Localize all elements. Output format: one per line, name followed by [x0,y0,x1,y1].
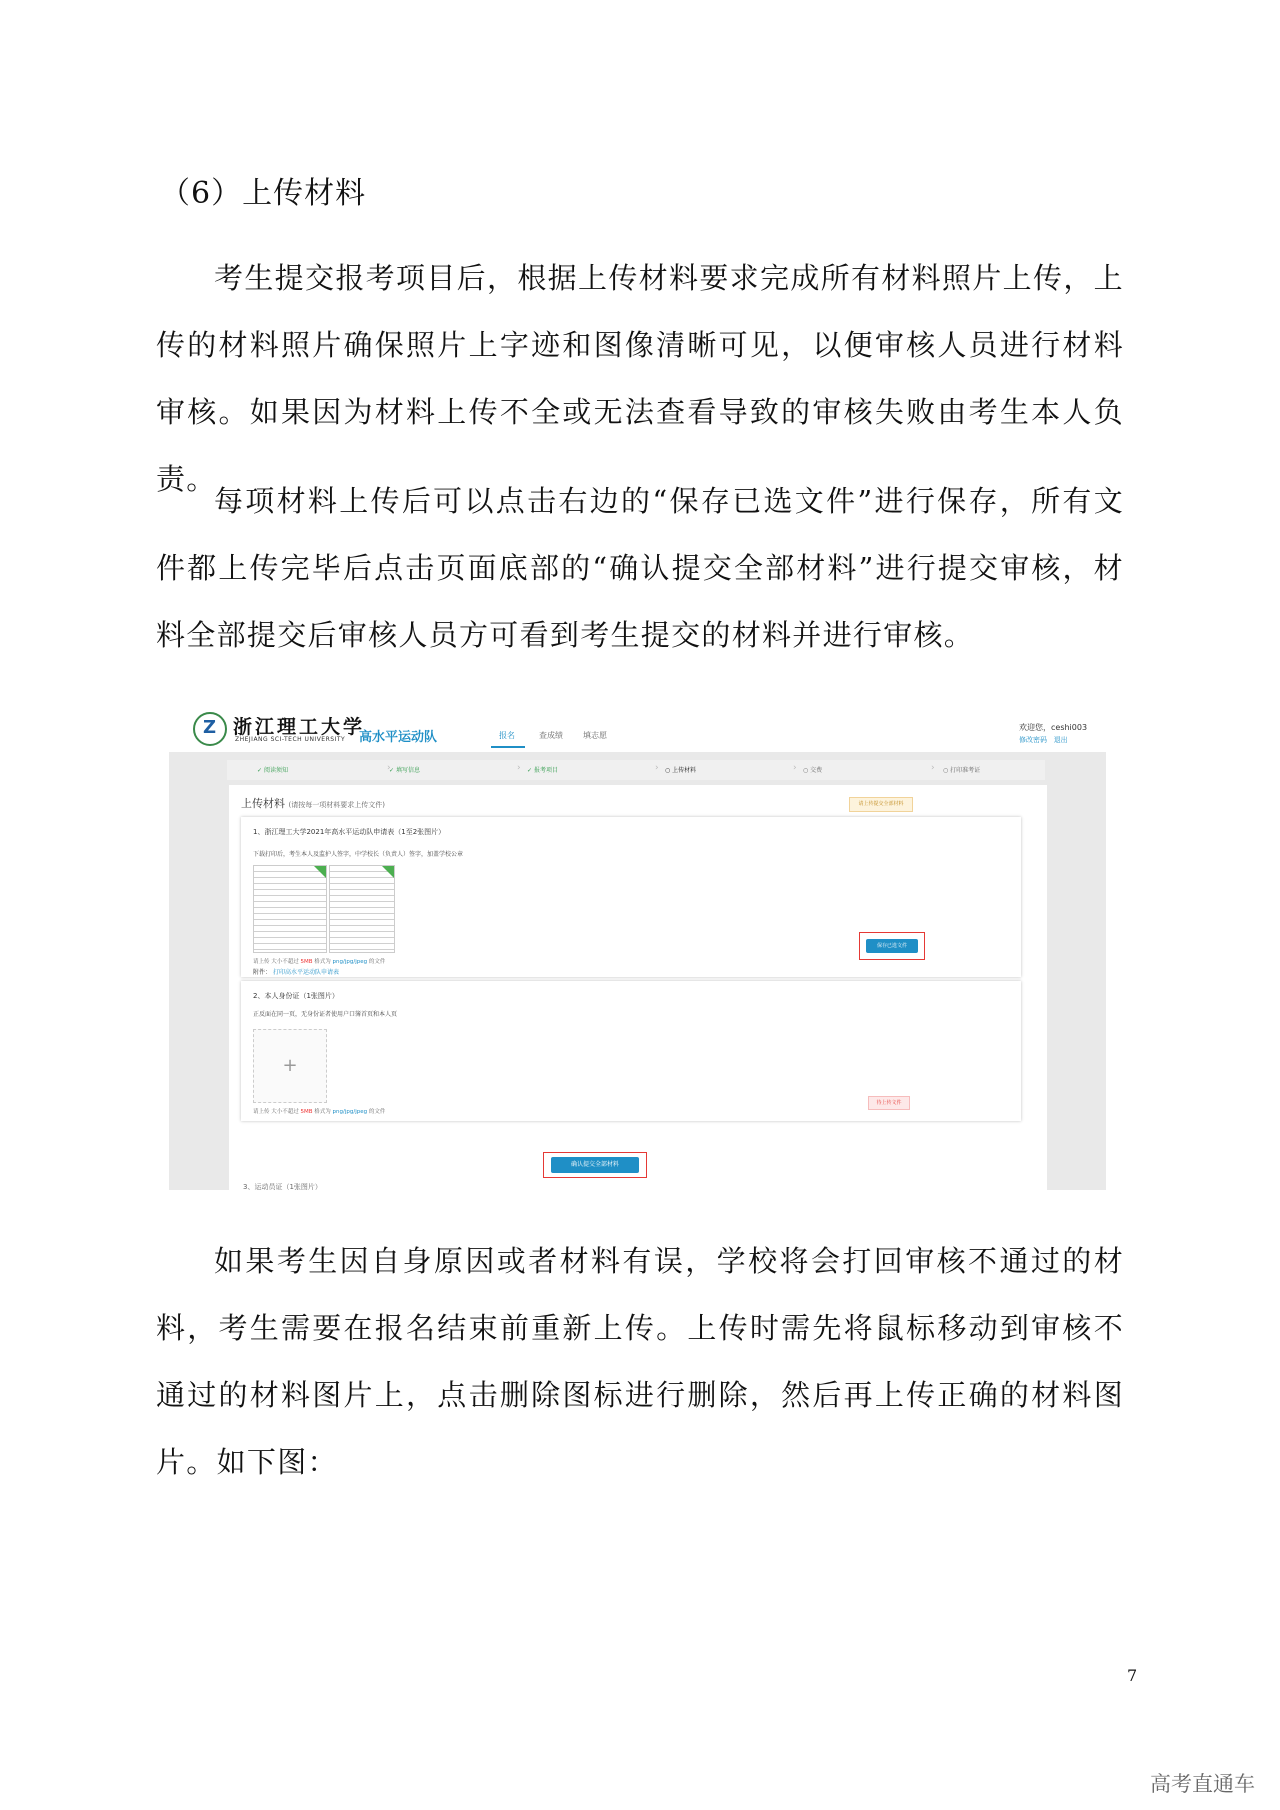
paragraph-save-and-submit: 每项材料上传后可以点击右边的“保存已选文件”进行保存，所有文件都上传完毕后点击页面底部的“确认提交全部材料”进行提交审核，材料全部提交后审核人员方可看到考生提交的材料并进行审核。 [156,484,1124,652]
confirm-submit-all-button[interactable]: 确认提交全部材料 [551,1157,639,1173]
university-name-en: ZHEJIANG SCI-TECH UNIVERSITY [235,736,346,743]
page-body [169,752,1106,1190]
nav-active-indicator [491,746,525,748]
site-header [169,700,1106,752]
step-upload-materials: ○ 上传材料 [665,767,697,774]
nav-preferences[interactable]: 填志愿 [583,731,607,740]
change-password-link[interactable]: 修改密码 [1019,736,1047,744]
attachment-link[interactable]: 打印高水平运动队申请表 [272,969,339,976]
nav-scores[interactable]: 查成绩 [539,731,563,740]
card-title: 1、浙江理工大学2021年高水平运动队申请表（1至2张图片） [253,828,446,836]
upload-hint: 请上传 大小不超过 5MB 格式为 png/jpg/jpeg 的文件 [253,1109,386,1115]
material-card-id-card [241,981,1021,1121]
paragraph-upload-requirements: 考生提交报考项目后，根据上传材料要求完成所有材料照片上传，上传的材料照片确保照片上字迹和图像清晰可见，以便审核人员进行材料审核。如果因为材料上传不全或无法查看导致的审核失败由考生本人负责。 [156,261,1124,496]
embedded-screenshot [169,700,1106,1190]
step-fill-info: ✓ 填写信息 [389,767,420,774]
paragraph-reupload-instructions: 如果考生因自身原因或者材料有误，学校将会打回审核不通过的材料，考生需要在报名结束前重新上传。上传时需先将鼠标移动到审核不通过的材料图片上，点击删除图标进行删除，然后再上传正确的材料图片。如下图： [156,1244,1124,1479]
upload-panel [229,785,1047,1190]
highlight-box [859,932,925,960]
step-apply-project: ✓ 报考项目 [527,767,558,774]
highlight-box [543,1152,647,1178]
university-logo [193,712,227,746]
logout-link[interactable]: 退出 [1053,736,1068,744]
progress-steps [227,760,1045,780]
card-description: 正反面在同一页，无身份证者使用户口簿首页和本人页 [253,1011,398,1018]
page-number: 7 [1127,1666,1138,1685]
step-separator-icon: › [655,763,659,773]
attachment-row: 附件： 打印高水平运动队申请表 [253,969,339,976]
step-separator-icon: › [793,763,797,773]
step-pay: ○ 交费 [803,767,823,774]
upload-hint: 请上传 大小不超过 5MB 格式为 png/jpg/jpeg 的文件 [253,959,386,965]
watermark: 高考直通车 [1150,1772,1255,1796]
step-separator-icon: › [931,763,935,773]
user-links [1019,735,1068,745]
section-heading: （6）上传材料 [160,176,367,211]
step-separator-icon: › [517,763,521,773]
nav-register[interactable]: 报名 [499,731,515,740]
upload-image-button[interactable]: + [253,1029,327,1103]
pending-upload-button[interactable]: 待上传文件 [868,1096,910,1110]
step-separator-icon: › [387,763,391,773]
card-title: 2、本人身份证（1张图片） [253,992,339,1000]
status-tag: 请上传提交全部材料 [849,797,913,812]
step-print-admission: ○ 打印准考证 [943,767,981,774]
save-selected-files-button[interactable]: 保存已选文件 [866,939,918,953]
uploaded-image-thumbnail[interactable] [329,865,395,953]
card-title-next: 3、运动员证（1张图片） [243,1183,322,1190]
site-title: 高水平运动队 [359,730,438,745]
step-read-notice: ✓ 阅读须知 [257,767,288,774]
welcome-text: 欢迎您，ceshi003 [1019,723,1088,732]
card-description: 下载打印后，考生本人及监护人签字，中学校长（负责人）签字，加盖学校公章 [253,851,464,858]
uploaded-image-thumbnail[interactable] [253,865,327,953]
university-name: 浙江理工大学 [233,716,366,738]
panel-title: 上传材料 (请按每一项材料要求上传文件) [241,797,385,810]
material-card-application [241,817,1021,977]
